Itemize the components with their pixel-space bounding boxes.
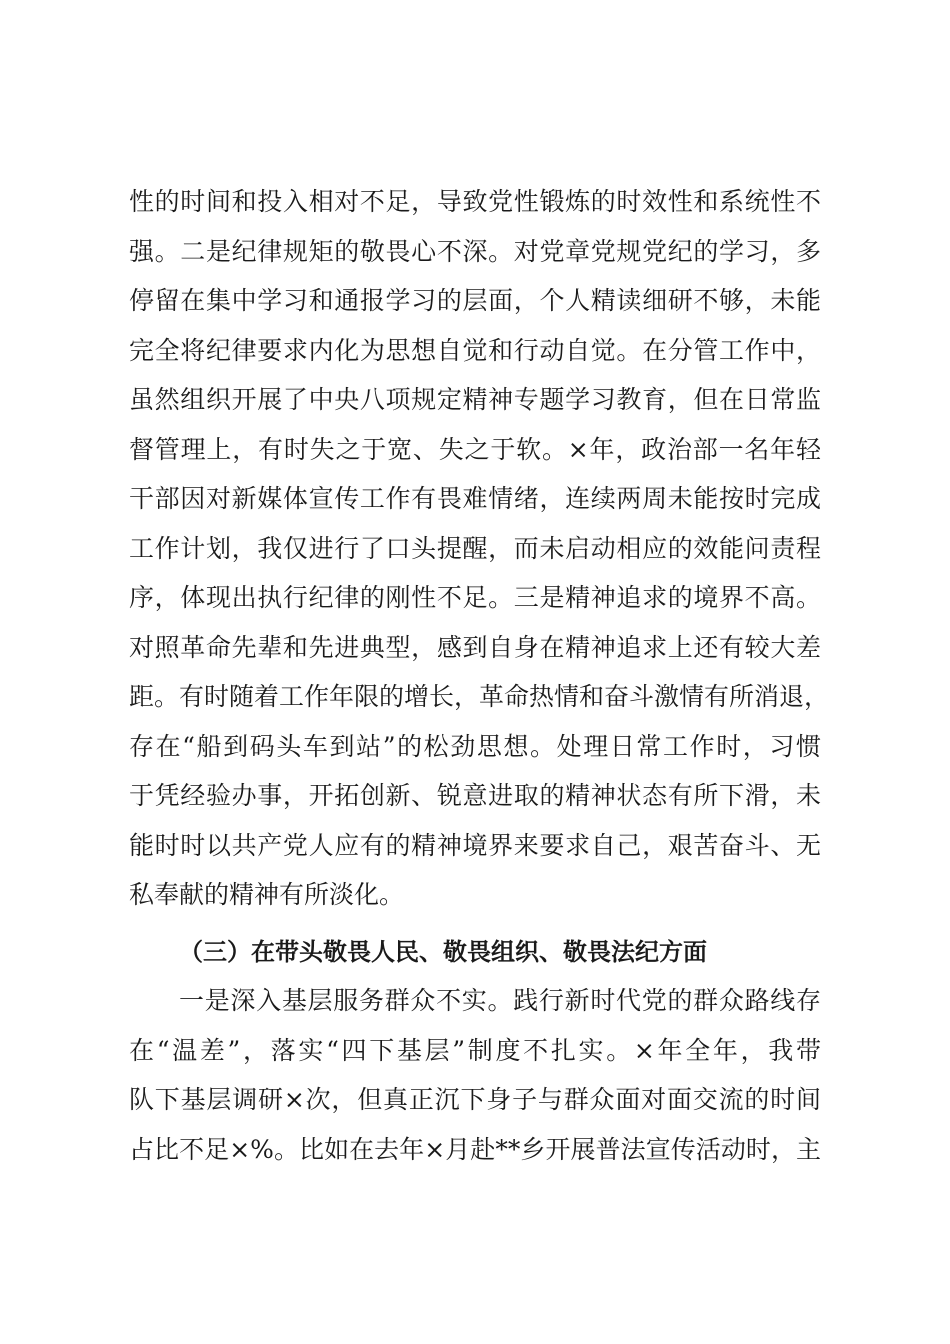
text-line: 于凭经验办事，开拓创新、锐意进取的精神状态有所下滑，未 [129, 781, 821, 810]
text-line: 队下基层调研×次，但真正沉下身子与群众面对面交流的时间 [129, 1085, 821, 1114]
text-line: 工作计划，我仅进行了口头提醒，而未启动相应的效能问责程 [129, 534, 821, 563]
text-line: 强。二是纪律规矩的敬畏心不深。对党章党规党纪的学习，多 [129, 237, 821, 266]
text-line: 能时时以共产党人应有的精神境界来要求自己，艰苦奋斗、无 [129, 831, 821, 860]
text-line: 私奉献的精神有所淡化。 [129, 880, 405, 909]
text-line: 一是深入基层服务群众不实。践行新时代党的群众路线存 [179, 986, 821, 1015]
text-line: 占比不足×%。比如在去年×月赴**乡开展普法宣传活动时，主 [129, 1135, 821, 1164]
text-line: 督管理上，有时失之于宽、失之于软。×年，政治部一名年轻 [129, 435, 821, 464]
text-line: 虽然组织开展了中央八项规定精神专题学习教育，但在日常监 [129, 385, 821, 414]
text-line: 距。有时随着工作年限的增长，革命热情和奋斗激情有所消退， [129, 682, 830, 711]
section-heading: （三）在带头敬畏人民、敬畏组织、敬畏法纪方面 [179, 938, 707, 966]
text-line: 完全将纪律要求内化为思想自觉和行动自觉。在分管工作中， [129, 336, 821, 365]
text-line: 性的时间和投入相对不足，导致党性锻炼的时效性和系统性不 [129, 187, 821, 216]
text-line: 在“温差”，落实“四下基层”制度不扎实。×年全年，我带 [129, 1036, 821, 1065]
text-line: 序，体现出执行纪律的刚性不足。三是精神追求的境界不高。 [129, 583, 821, 612]
text-line: 干部因对新媒体宣传工作有畏难情绪，连续两周未能按时完成 [129, 484, 821, 513]
text-line: 存在“船到码头车到站”的松劲思想。处理日常工作时，习惯 [129, 732, 821, 761]
text-line: 对照革命先辈和先进典型，感到自身在精神追求上还有较大差 [129, 633, 821, 662]
text-line: 停留在集中学习和通报学习的层面，个人精读细研不够，未能 [129, 286, 821, 315]
